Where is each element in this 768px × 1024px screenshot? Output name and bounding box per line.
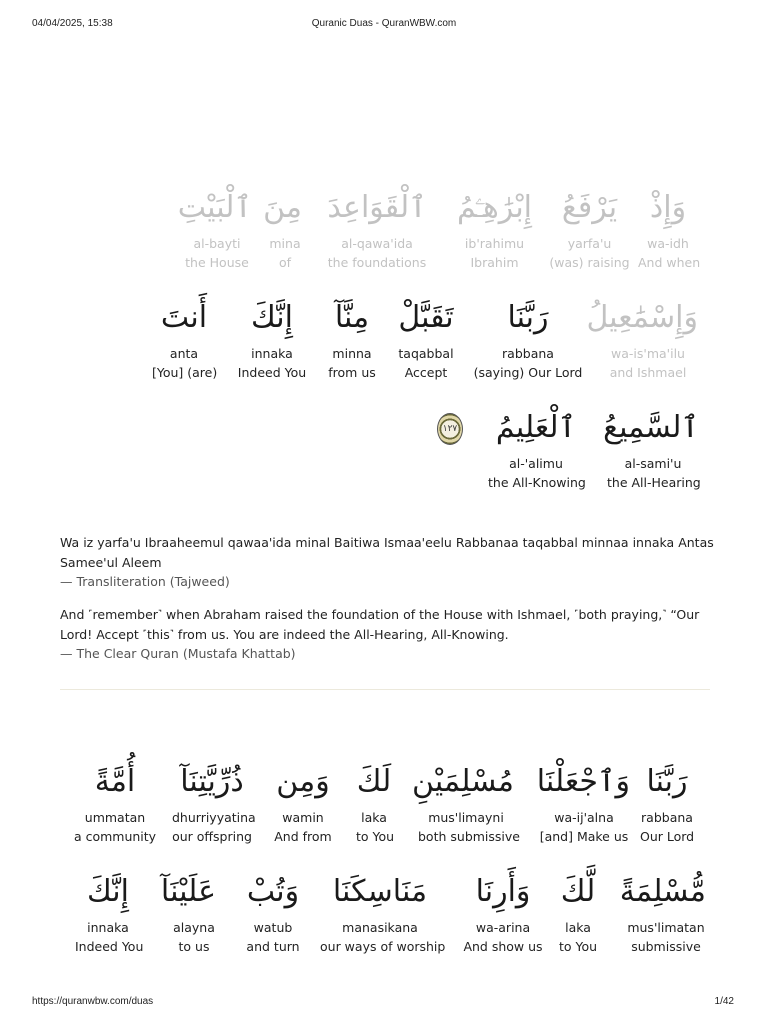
word-transliteration: mina bbox=[269, 236, 301, 251]
arabic-word: أَنتَ bbox=[160, 300, 208, 335]
word-cell[interactable] bbox=[619, 870, 706, 956]
arabic-word: ٱلْعَلِيمُ bbox=[495, 410, 577, 445]
word-translation: (saying) Our Lord bbox=[473, 365, 583, 380]
arabic-word: وَإِذْ bbox=[649, 190, 687, 225]
word-cell[interactable] bbox=[541, 186, 638, 272]
word-cell[interactable] bbox=[237, 296, 307, 382]
word-cell[interactable] bbox=[603, 406, 701, 492]
word-transliteration: wa-idh bbox=[647, 236, 689, 251]
arabic-word: وَإِسْمَٰعِيلُ bbox=[586, 300, 698, 335]
arabic-word: تَقَبَّلْ bbox=[398, 300, 454, 335]
word-transliteration: rabbana bbox=[502, 346, 554, 361]
word-row bbox=[60, 186, 710, 278]
word-translation: our offspring bbox=[172, 829, 252, 844]
word-translation: Indeed You bbox=[237, 365, 307, 380]
word-translation: the All-Hearing bbox=[607, 475, 701, 490]
word-cell[interactable] bbox=[320, 870, 446, 956]
transliteration-source[interactable]: — Transliteration (Tajweed) bbox=[60, 574, 230, 589]
word-transliteration: manasikana bbox=[342, 920, 418, 935]
word-transliteration: minna bbox=[332, 346, 372, 361]
word-cell[interactable] bbox=[356, 760, 395, 846]
word-transliteration: rabbana bbox=[641, 810, 693, 825]
word-translation: (was) raising bbox=[549, 255, 630, 270]
word-cell[interactable] bbox=[640, 760, 694, 846]
arabic-word: رَبَّنَا bbox=[646, 764, 688, 799]
arabic-word: أُمَّةً bbox=[94, 764, 136, 799]
word-transliteration: wa-ij'alna bbox=[554, 810, 614, 825]
word-cell[interactable] bbox=[446, 186, 543, 272]
word-transliteration: taqabbal bbox=[398, 346, 454, 361]
word-row bbox=[60, 406, 710, 498]
arabic-word: ٱلْبَيْتِ bbox=[177, 190, 252, 225]
arabic-word: إِبْرَٰهِـۧمُ bbox=[456, 190, 533, 225]
arabic-word: مَنَاسِكَنَا bbox=[332, 874, 428, 909]
arabic-word: مُسْلِمَيْنِ bbox=[412, 764, 514, 799]
word-transliteration: ib'rahimu bbox=[464, 236, 525, 251]
word-translation: our ways of worship bbox=[320, 939, 446, 954]
word-cell[interactable] bbox=[412, 760, 520, 846]
word-translation: both submissive bbox=[418, 829, 520, 844]
word-cell[interactable] bbox=[172, 760, 256, 846]
arabic-word: عَلَيْنَآ bbox=[160, 874, 216, 909]
word-cell[interactable] bbox=[463, 870, 543, 956]
arabic-word: إِنَّكَ bbox=[251, 300, 293, 335]
word-cell[interactable] bbox=[538, 760, 630, 846]
arabic-word: وَأَرِنَا bbox=[475, 874, 531, 909]
arabic-word: ٱلسَّمِيعُ bbox=[603, 410, 699, 445]
word-cell[interactable] bbox=[586, 296, 698, 382]
word-transliteration: ummatan bbox=[84, 810, 146, 825]
arabic-word: وَتُبْ bbox=[246, 874, 300, 909]
arabic-word: إِنَّكَ bbox=[87, 874, 129, 909]
arabic-word: ذُرِّيَّتِنَآ bbox=[180, 764, 244, 799]
word-row bbox=[60, 870, 710, 962]
word-translation: a community bbox=[73, 829, 157, 844]
translation-source[interactable]: — The Clear Quran (Mustafa Khattab) bbox=[60, 646, 296, 661]
word-translation: And show us bbox=[463, 939, 543, 954]
arabic-word: لَّكَ bbox=[560, 874, 596, 909]
ayah-number-badge: ١٢٧ bbox=[437, 413, 463, 445]
word-translation: of bbox=[278, 255, 292, 270]
word-transliteration: wa-arina bbox=[475, 920, 531, 935]
word-translation: and turn bbox=[246, 939, 300, 954]
word-transliteration: laka bbox=[565, 920, 591, 935]
word-cell[interactable] bbox=[638, 186, 701, 272]
word-cell[interactable] bbox=[152, 296, 216, 382]
word-cell[interactable] bbox=[263, 186, 302, 272]
word-translation: [You] (are) bbox=[152, 365, 218, 380]
word-translation: the All-Knowing bbox=[488, 475, 586, 490]
word-transliteration: wa-is'ma'ilu bbox=[611, 346, 685, 361]
word-translation: the foundations bbox=[327, 255, 427, 270]
word-translation: from us bbox=[328, 365, 376, 380]
arabic-word: مِنَّآ bbox=[334, 300, 370, 335]
arabic-word: مِنَ bbox=[263, 190, 302, 225]
arabic-word: وَٱجْعَلْنَا bbox=[536, 764, 630, 799]
word-cell[interactable] bbox=[244, 870, 302, 956]
word-transliteration: dhurriyyatina bbox=[172, 810, 256, 825]
transliteration-text: Wa iz yarfa'u Ibraaheemul qawaa'ida minal Baitiwa Ismaa'eelu Rabbanaa taqabbal minnaa innaka Antas Samee'ul Aleem bbox=[60, 535, 714, 570]
translation-block bbox=[60, 605, 715, 664]
word-transliteration: yarfa'u bbox=[567, 236, 612, 251]
arabic-word: لَكَ bbox=[356, 764, 392, 799]
word-cell[interactable] bbox=[177, 186, 252, 272]
word-translation: Ibrahim bbox=[470, 255, 519, 270]
word-translation: [and] Make us bbox=[539, 829, 629, 844]
word-cell[interactable] bbox=[274, 760, 332, 846]
transliteration-block bbox=[60, 533, 715, 592]
word-cell[interactable] bbox=[488, 406, 584, 492]
word-transliteration: wamin bbox=[282, 810, 324, 825]
word-transliteration: anta bbox=[169, 346, 199, 361]
word-transliteration: al-bayti bbox=[193, 236, 241, 251]
word-cell[interactable] bbox=[75, 870, 144, 956]
word-translation: And from bbox=[274, 829, 332, 844]
word-transliteration: watub bbox=[253, 920, 293, 935]
word-transliteration: innaka bbox=[87, 920, 129, 935]
word-cell[interactable] bbox=[556, 870, 600, 956]
word-transliteration: al-'alimu bbox=[509, 456, 563, 471]
word-transliteration: innaka bbox=[251, 346, 293, 361]
word-cell[interactable] bbox=[160, 870, 216, 956]
translation-text: And ˹remember˺ when Abraham raised the foundation of the House with Ishmael, ˹both praying,˺ “Our Lord! Accept ˹this˺ from us. You are indeed the All-Hearing, All-Knowing. bbox=[60, 607, 700, 642]
word-translation: Our Lord bbox=[640, 829, 695, 844]
page-url: https://quranwbw.com/duas bbox=[32, 996, 154, 1007]
word-cell[interactable] bbox=[473, 296, 583, 382]
word-cell[interactable] bbox=[328, 296, 376, 382]
word-transliteration: alayna bbox=[173, 920, 215, 935]
word-translation: and Ishmael bbox=[609, 365, 687, 380]
word-row bbox=[60, 296, 710, 388]
word-transliteration: mus'limayni bbox=[428, 810, 504, 825]
word-translation: the House bbox=[185, 255, 249, 270]
arabic-word: مُّسْلِمَةً bbox=[619, 874, 706, 909]
arabic-word: ٱلْقَوَاعِدَ bbox=[327, 190, 427, 225]
word-row bbox=[60, 760, 710, 852]
word-cell[interactable] bbox=[327, 186, 427, 272]
word-translation: to us bbox=[178, 939, 210, 954]
arabic-word: يَرْفَعُ bbox=[561, 190, 618, 225]
word-transliteration: mus'limatan bbox=[627, 920, 705, 935]
word-translation: submissive bbox=[631, 939, 701, 954]
word-translation: Accept bbox=[404, 365, 448, 380]
word-transliteration: al-sami'u bbox=[624, 456, 682, 471]
word-translation: to You bbox=[356, 829, 395, 844]
word-transliteration: laka bbox=[361, 810, 387, 825]
page-title: Quranic Duas - QuranWBW.com bbox=[311, 18, 457, 29]
word-cell[interactable] bbox=[72, 760, 158, 846]
word-translation: Indeed You bbox=[75, 939, 144, 954]
print-datetime: 04/04/2025, 15:38 bbox=[32, 18, 113, 29]
section-divider bbox=[60, 689, 710, 690]
page-number: 1/42 bbox=[714, 996, 734, 1007]
word-translation: to You bbox=[558, 939, 598, 954]
arabic-word: وَمِن bbox=[276, 764, 330, 799]
arabic-word: رَبَّنَا bbox=[507, 300, 549, 335]
word-translation: And when bbox=[638, 255, 701, 270]
word-transliteration: al-qawa'ida bbox=[341, 236, 413, 251]
word-cell[interactable] bbox=[396, 296, 456, 382]
